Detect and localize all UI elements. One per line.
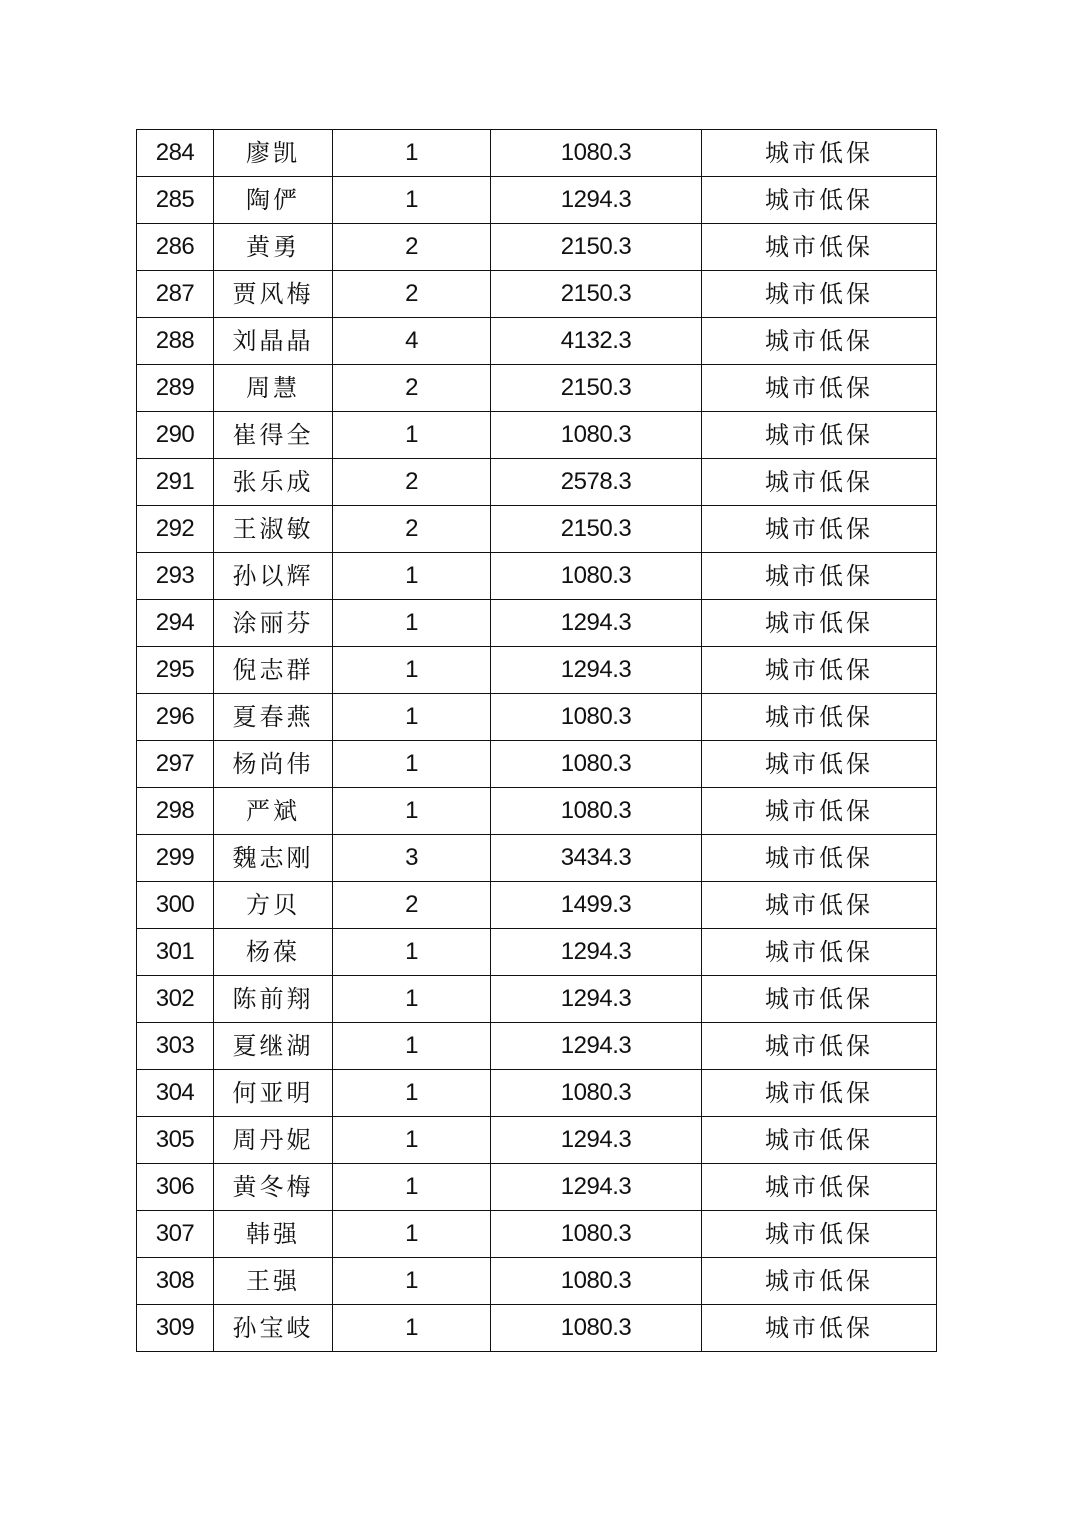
table-row	[137, 882, 937, 929]
row-number-cell: 293	[137, 553, 214, 600]
name-cell: 廖凯	[214, 130, 333, 177]
row-number-cell: 301	[137, 929, 214, 976]
table-row	[137, 1305, 937, 1352]
table-row	[137, 177, 937, 224]
name-cell: 黄冬梅	[214, 1164, 333, 1211]
household-size-cell: 1	[333, 130, 491, 177]
row-number-cell: 290	[137, 412, 214, 459]
household-size-cell: 1	[333, 412, 491, 459]
amount-cell: 1294.3	[491, 647, 702, 694]
category-cell: 城市低保	[702, 1070, 937, 1117]
name-cell: 何亚明	[214, 1070, 333, 1117]
category-cell: 城市低保	[702, 882, 937, 929]
table-row	[137, 1117, 937, 1164]
household-size-cell: 1	[333, 788, 491, 835]
name-cell: 崔得全	[214, 412, 333, 459]
household-size-cell: 2	[333, 224, 491, 271]
household-size-cell: 1	[333, 553, 491, 600]
name-cell: 魏志刚	[214, 835, 333, 882]
table-row	[137, 271, 937, 318]
row-number-cell: 286	[137, 224, 214, 271]
household-size-cell: 1	[333, 694, 491, 741]
amount-cell: 1080.3	[491, 553, 702, 600]
row-number-cell: 289	[137, 365, 214, 412]
table-row	[137, 224, 937, 271]
category-cell: 城市低保	[702, 1211, 937, 1258]
household-size-cell: 4	[333, 318, 491, 365]
table-body	[137, 130, 937, 1352]
row-number-cell: 299	[137, 835, 214, 882]
row-number-cell: 297	[137, 741, 214, 788]
category-cell: 城市低保	[702, 835, 937, 882]
category-cell: 城市低保	[702, 694, 937, 741]
name-cell: 刘晶晶	[214, 318, 333, 365]
category-cell: 城市低保	[702, 506, 937, 553]
category-cell: 城市低保	[702, 1117, 937, 1164]
table-row	[137, 553, 937, 600]
category-cell: 城市低保	[702, 1305, 937, 1352]
amount-cell: 1294.3	[491, 177, 702, 224]
category-cell: 城市低保	[702, 1258, 937, 1305]
category-cell: 城市低保	[702, 177, 937, 224]
category-cell: 城市低保	[702, 553, 937, 600]
row-number-cell: 300	[137, 882, 214, 929]
table-row	[137, 412, 937, 459]
category-cell: 城市低保	[702, 788, 937, 835]
table-row	[137, 130, 937, 177]
row-number-cell: 308	[137, 1258, 214, 1305]
category-cell: 城市低保	[702, 459, 937, 506]
category-cell: 城市低保	[702, 1164, 937, 1211]
table-row	[137, 1070, 937, 1117]
row-number-cell: 303	[137, 1023, 214, 1070]
name-cell: 严斌	[214, 788, 333, 835]
amount-cell: 1080.3	[491, 741, 702, 788]
amount-cell: 1080.3	[491, 1305, 702, 1352]
household-size-cell: 1	[333, 929, 491, 976]
category-cell: 城市低保	[702, 600, 937, 647]
household-size-cell: 1	[333, 1258, 491, 1305]
table-row	[137, 1023, 937, 1070]
household-size-cell: 1	[333, 1211, 491, 1258]
name-cell: 孙宝岐	[214, 1305, 333, 1352]
row-number-cell: 292	[137, 506, 214, 553]
name-cell: 王强	[214, 1258, 333, 1305]
table-row	[137, 788, 937, 835]
row-number-cell: 287	[137, 271, 214, 318]
household-size-cell: 3	[333, 835, 491, 882]
name-cell: 孙以辉	[214, 553, 333, 600]
amount-cell: 1080.3	[491, 1258, 702, 1305]
amount-cell: 1294.3	[491, 1117, 702, 1164]
name-cell: 涂丽芬	[214, 600, 333, 647]
category-cell: 城市低保	[702, 1023, 937, 1070]
category-cell: 城市低保	[702, 224, 937, 271]
name-cell: 陶俨	[214, 177, 333, 224]
household-size-cell: 1	[333, 647, 491, 694]
table-row	[137, 1258, 937, 1305]
amount-cell: 1294.3	[491, 1164, 702, 1211]
household-size-cell: 1	[333, 1164, 491, 1211]
household-size-cell: 1	[333, 976, 491, 1023]
row-number-cell: 285	[137, 177, 214, 224]
subsidy-table	[136, 129, 937, 1352]
household-size-cell: 1	[333, 177, 491, 224]
name-cell: 张乐成	[214, 459, 333, 506]
name-cell: 杨葆	[214, 929, 333, 976]
category-cell: 城市低保	[702, 318, 937, 365]
category-cell: 城市低保	[702, 365, 937, 412]
amount-cell: 2578.3	[491, 459, 702, 506]
household-size-cell: 1	[333, 1305, 491, 1352]
name-cell: 周丹妮	[214, 1117, 333, 1164]
amount-cell: 1080.3	[491, 788, 702, 835]
row-number-cell: 298	[137, 788, 214, 835]
row-number-cell: 307	[137, 1211, 214, 1258]
category-cell: 城市低保	[702, 412, 937, 459]
table-row	[137, 1211, 937, 1258]
household-size-cell: 1	[333, 741, 491, 788]
amount-cell: 2150.3	[491, 271, 702, 318]
amount-cell: 1294.3	[491, 929, 702, 976]
table-row	[137, 459, 937, 506]
row-number-cell: 284	[137, 130, 214, 177]
row-number-cell: 294	[137, 600, 214, 647]
household-size-cell: 2	[333, 271, 491, 318]
table-row	[137, 741, 937, 788]
document-page	[136, 129, 936, 1352]
category-cell: 城市低保	[702, 130, 937, 177]
table-row	[137, 976, 937, 1023]
name-cell: 周慧	[214, 365, 333, 412]
household-size-cell: 2	[333, 365, 491, 412]
name-cell: 夏继湖	[214, 1023, 333, 1070]
amount-cell: 3434.3	[491, 835, 702, 882]
amount-cell: 1294.3	[491, 976, 702, 1023]
name-cell: 杨尚伟	[214, 741, 333, 788]
amount-cell: 1080.3	[491, 412, 702, 459]
table-row	[137, 506, 937, 553]
table-row	[137, 1164, 937, 1211]
row-number-cell: 288	[137, 318, 214, 365]
category-cell: 城市低保	[702, 976, 937, 1023]
category-cell: 城市低保	[702, 741, 937, 788]
category-cell: 城市低保	[702, 647, 937, 694]
row-number-cell: 295	[137, 647, 214, 694]
amount-cell: 1294.3	[491, 1023, 702, 1070]
amount-cell: 2150.3	[491, 365, 702, 412]
household-size-cell: 2	[333, 459, 491, 506]
name-cell: 贾风梅	[214, 271, 333, 318]
row-number-cell: 302	[137, 976, 214, 1023]
category-cell: 城市低保	[702, 929, 937, 976]
amount-cell: 1080.3	[491, 694, 702, 741]
table-row	[137, 929, 937, 976]
row-number-cell: 291	[137, 459, 214, 506]
table-row	[137, 365, 937, 412]
name-cell: 陈前翔	[214, 976, 333, 1023]
row-number-cell: 296	[137, 694, 214, 741]
name-cell: 黄勇	[214, 224, 333, 271]
name-cell: 倪志群	[214, 647, 333, 694]
amount-cell: 4132.3	[491, 318, 702, 365]
household-size-cell: 2	[333, 882, 491, 929]
household-size-cell: 2	[333, 506, 491, 553]
amount-cell: 2150.3	[491, 224, 702, 271]
table-row	[137, 318, 937, 365]
amount-cell: 1294.3	[491, 600, 702, 647]
row-number-cell: 306	[137, 1164, 214, 1211]
amount-cell: 1499.3	[491, 882, 702, 929]
household-size-cell: 1	[333, 1070, 491, 1117]
table-row	[137, 694, 937, 741]
amount-cell: 2150.3	[491, 506, 702, 553]
household-size-cell: 1	[333, 1117, 491, 1164]
amount-cell: 1080.3	[491, 1211, 702, 1258]
amount-cell: 1080.3	[491, 1070, 702, 1117]
row-number-cell: 304	[137, 1070, 214, 1117]
name-cell: 夏春燕	[214, 694, 333, 741]
row-number-cell: 309	[137, 1305, 214, 1352]
table-row	[137, 835, 937, 882]
row-number-cell: 305	[137, 1117, 214, 1164]
category-cell: 城市低保	[702, 271, 937, 318]
amount-cell: 1080.3	[491, 130, 702, 177]
household-size-cell: 1	[333, 600, 491, 647]
name-cell: 王淑敏	[214, 506, 333, 553]
household-size-cell: 1	[333, 1023, 491, 1070]
table-row	[137, 600, 937, 647]
name-cell: 方贝	[214, 882, 333, 929]
table-row	[137, 647, 937, 694]
name-cell: 韩强	[214, 1211, 333, 1258]
